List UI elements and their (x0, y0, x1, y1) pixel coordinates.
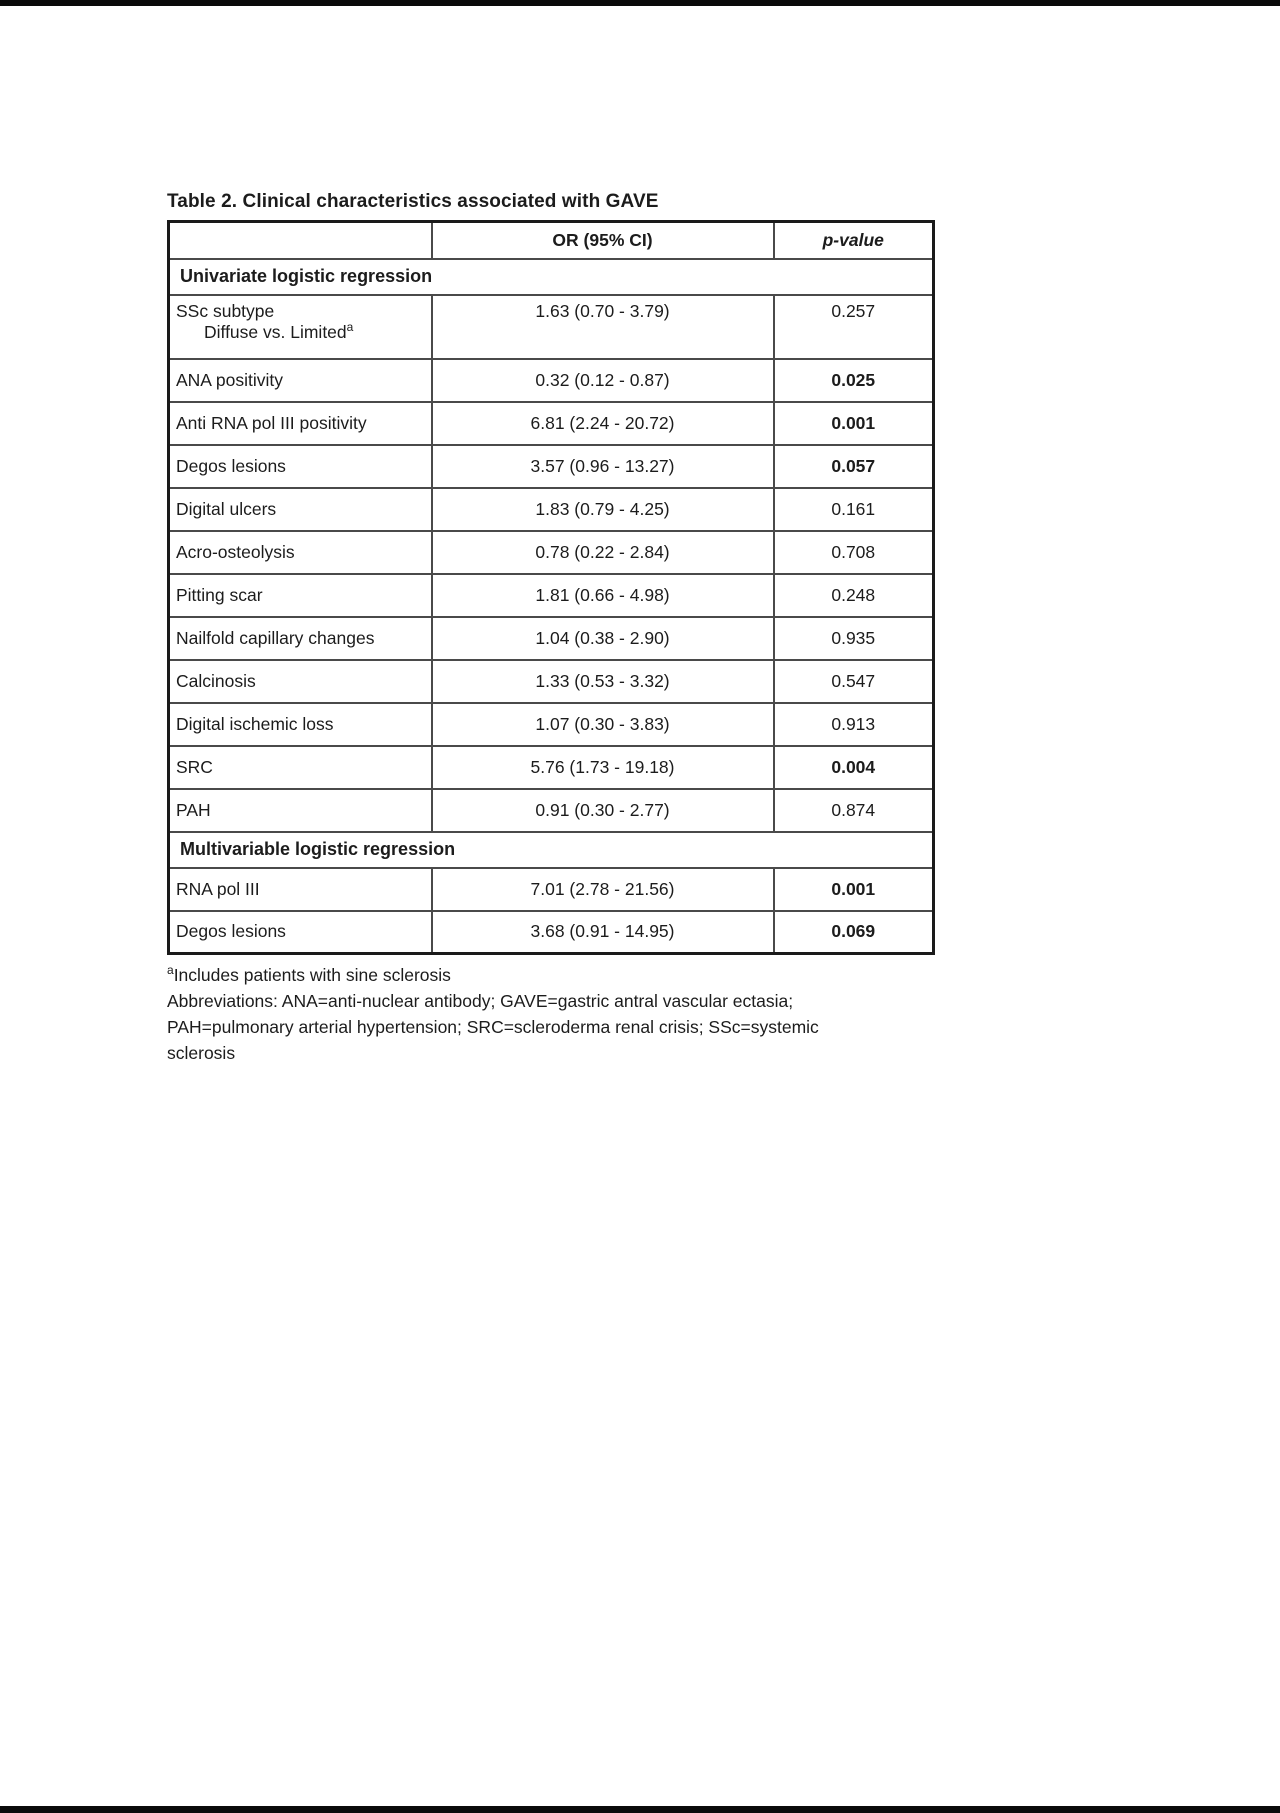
row-label-cell: ANA positivity (169, 359, 432, 402)
row-label-cell: Anti RNA pol III positivity (169, 402, 432, 445)
p-value-cell: 0.248 (774, 574, 934, 617)
row-label-cell: PAH (169, 789, 432, 832)
p-value-cell: 0.161 (774, 488, 934, 531)
row-label-cell: RNA pol III (169, 868, 432, 911)
abbreviation-line: sclerosis (167, 1043, 236, 1063)
section-header-label: Univariate logistic regression (169, 259, 934, 295)
row-label-cell: Acro-osteolysis (169, 531, 432, 574)
p-value-cell: 0.004 (774, 746, 934, 789)
or-ci-value-cell: 6.81 (2.24 - 20.72) (432, 402, 774, 445)
row-superscript-a: a (346, 319, 354, 334)
table-row (169, 911, 934, 954)
or-ci-value-cell: 3.57 (0.96 - 13.27) (432, 445, 774, 488)
p-value-cell: 0.025 (774, 359, 934, 402)
column-header-or-ci: OR (95% CI) (432, 222, 774, 259)
table-row (169, 488, 934, 531)
table-row (169, 295, 934, 359)
or-ci-value-cell: 1.81 (0.66 - 4.98) (432, 574, 774, 617)
or-ci-value-cell: 1.04 (0.38 - 2.90) (432, 617, 774, 660)
table-row (169, 402, 934, 445)
page-edge-bottom (0, 1806, 1280, 1813)
table-row (169, 531, 934, 574)
or-ci-value-cell: 0.91 (0.30 - 2.77) (432, 789, 774, 832)
table-row (169, 746, 934, 789)
row-label-cell: Nailfold capillary changes (169, 617, 432, 660)
p-value-cell: 0.874 (774, 789, 934, 832)
p-value-cell: 0.001 (774, 402, 934, 445)
header-empty-cell (169, 222, 432, 259)
row-label-cell: Degos lesions (169, 911, 432, 954)
or-ci-value-cell: 1.33 (0.53 - 3.32) (432, 660, 774, 703)
or-ci-value-cell: 0.78 (0.22 - 2.84) (432, 531, 774, 574)
abbreviation-line: PAH=pulmonary arterial hypertension; SRC=scleroderma renal crisis; SSc=systemic (167, 1017, 819, 1037)
footnote-sine-sclerosis: $^a$Includes patients with sine sclerosis (167, 963, 451, 985)
table-row (169, 868, 934, 911)
p-value-cell: 0.935 (774, 617, 934, 660)
manuscript-table-block (167, 191, 933, 1066)
or-ci-value-cell: 7.01 (2.78 - 21.56) (432, 868, 774, 911)
row-label-cell: Pitting scar (169, 574, 432, 617)
or-ci-value-cell: 3.68 (0.91 - 14.95) (432, 911, 774, 954)
p-value-cell: 0.547 (774, 660, 934, 703)
p-value-cell: 0.069 (774, 911, 934, 954)
section-header-label: Multivariable logistic regression (169, 832, 934, 868)
p-value-cell: 0.257 (774, 295, 934, 359)
table-header-row (169, 222, 934, 259)
section-row (169, 832, 934, 868)
table-row (169, 574, 934, 617)
table-title: Table 2. Clinical characteristics associated with GAVE (167, 191, 659, 212)
or-ci-value-cell: 5.76 (1.73 - 19.18) (432, 746, 774, 789)
table-row (169, 617, 934, 660)
p-value-cell: 0.057 (774, 445, 934, 488)
table-row (169, 445, 934, 488)
p-value-cell: 0.913 (774, 703, 934, 746)
row-label-cell: SRC (169, 746, 432, 789)
p-value-cell: 0.001 (774, 868, 934, 911)
table-row (169, 789, 934, 832)
or-ci-value-cell: 0.32 (0.12 - 0.87) (432, 359, 774, 402)
row-label-cell: SSc subtype Diffuse vs. Limited$^a$ (169, 295, 432, 359)
footnote-superscript-a: a (167, 963, 174, 978)
or-ci-value-cell: 1.63 (0.70 - 3.79) (432, 295, 774, 359)
table-footnotes (167, 962, 957, 1066)
clinical-characteristics-table (167, 220, 935, 955)
row-label-cell: Digital ulcers (169, 488, 432, 531)
page-edge-top (0, 0, 1280, 6)
or-ci-value-cell: 1.83 (0.79 - 4.25) (432, 488, 774, 531)
row-label-cell: Degos lesions (169, 445, 432, 488)
row-label-cell: Calcinosis (169, 660, 432, 703)
p-value-cell: 0.708 (774, 531, 934, 574)
or-ci-value-cell: 1.07 (0.30 - 3.83) (432, 703, 774, 746)
table-row (169, 703, 934, 746)
column-header-pvalue: p-value (774, 222, 934, 259)
table-row (169, 359, 934, 402)
footnote-abbreviations (167, 988, 957, 1066)
table-row (169, 660, 934, 703)
row-label-cell: Digital ischemic loss (169, 703, 432, 746)
section-row (169, 259, 934, 295)
abbreviation-line: Abbreviations: ANA=anti-nuclear antibody; GAVE=gastric antral vascular ectasia; (167, 991, 794, 1011)
